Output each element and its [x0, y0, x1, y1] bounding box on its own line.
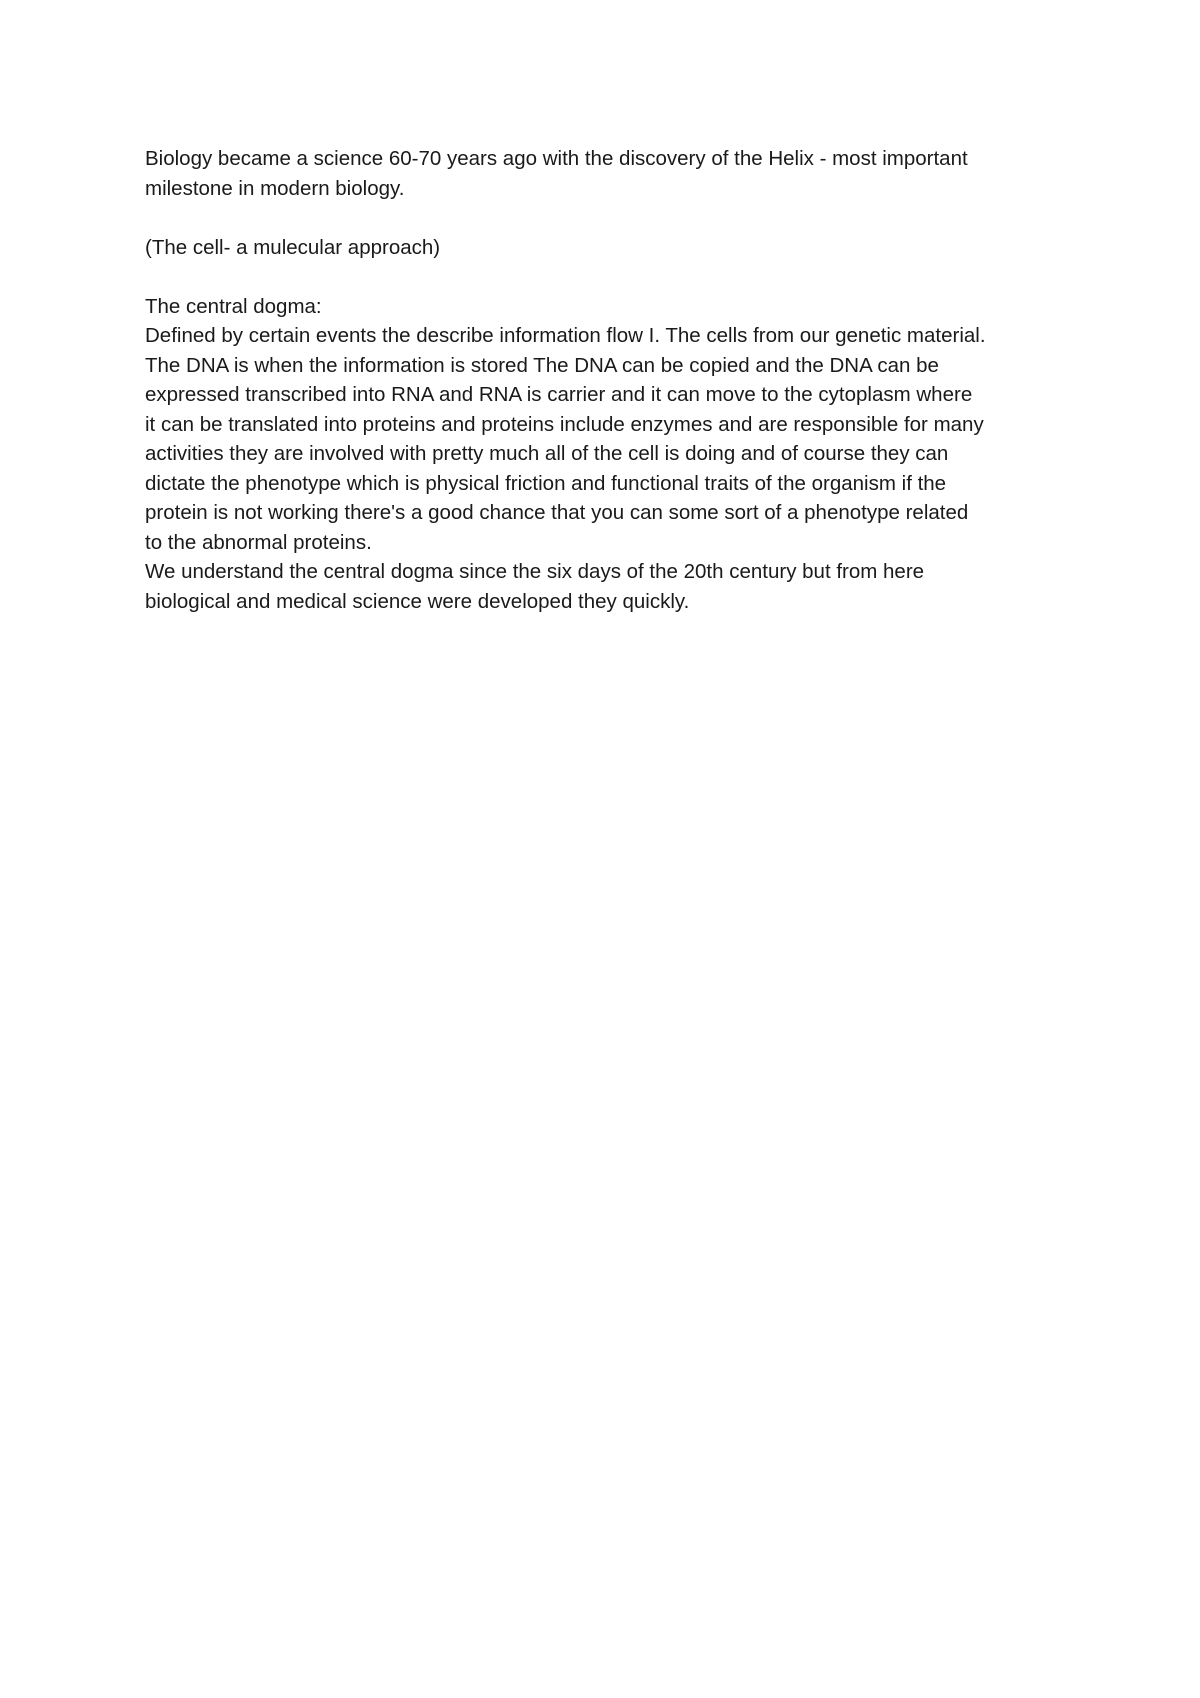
closing-line: We understand the central dogma since the six days of the 20th century but from here	[145, 560, 925, 583]
body-line: to the abnormal proteins.	[145, 530, 372, 554]
body-line: dictate the phenotype which is physical friction and functional traits of the organism if the	[145, 471, 947, 495]
body-line: The DNA is when the information is stored The DNA can be copied and the DNA can be	[145, 353, 939, 377]
paragraph-gap	[145, 262, 1075, 292]
paragraph-gap	[145, 203, 1075, 233]
body-line: expressed transcribed into RNA and RNA is carrier and it can move to the cytoplasm where	[145, 383, 973, 406]
closing-line: biological and medical science were developed they quickly.	[145, 589, 690, 613]
intro-line: milestone in modern biology.	[145, 176, 405, 200]
intro-line: Biology became a science 60-70 years ago with the discovery of the Helix - most important	[145, 147, 968, 170]
body-line: activities they are involved with pretty much all of the cell is doing and of course they can	[145, 442, 949, 465]
source-note: (The cell- a mulecular approach)	[145, 235, 441, 259]
body-line: protein is not working there's a good chance that you can some sort of a phenotype related	[145, 501, 969, 524]
section-heading: The central dogma:	[145, 294, 322, 318]
document-body	[145, 144, 1075, 616]
body-line: Defined by certain events the describe information flow I. The cells from our genetic material.	[145, 324, 986, 347]
body-line: it can be translated into proteins and proteins include enzymes and are responsible for many	[145, 412, 984, 436]
